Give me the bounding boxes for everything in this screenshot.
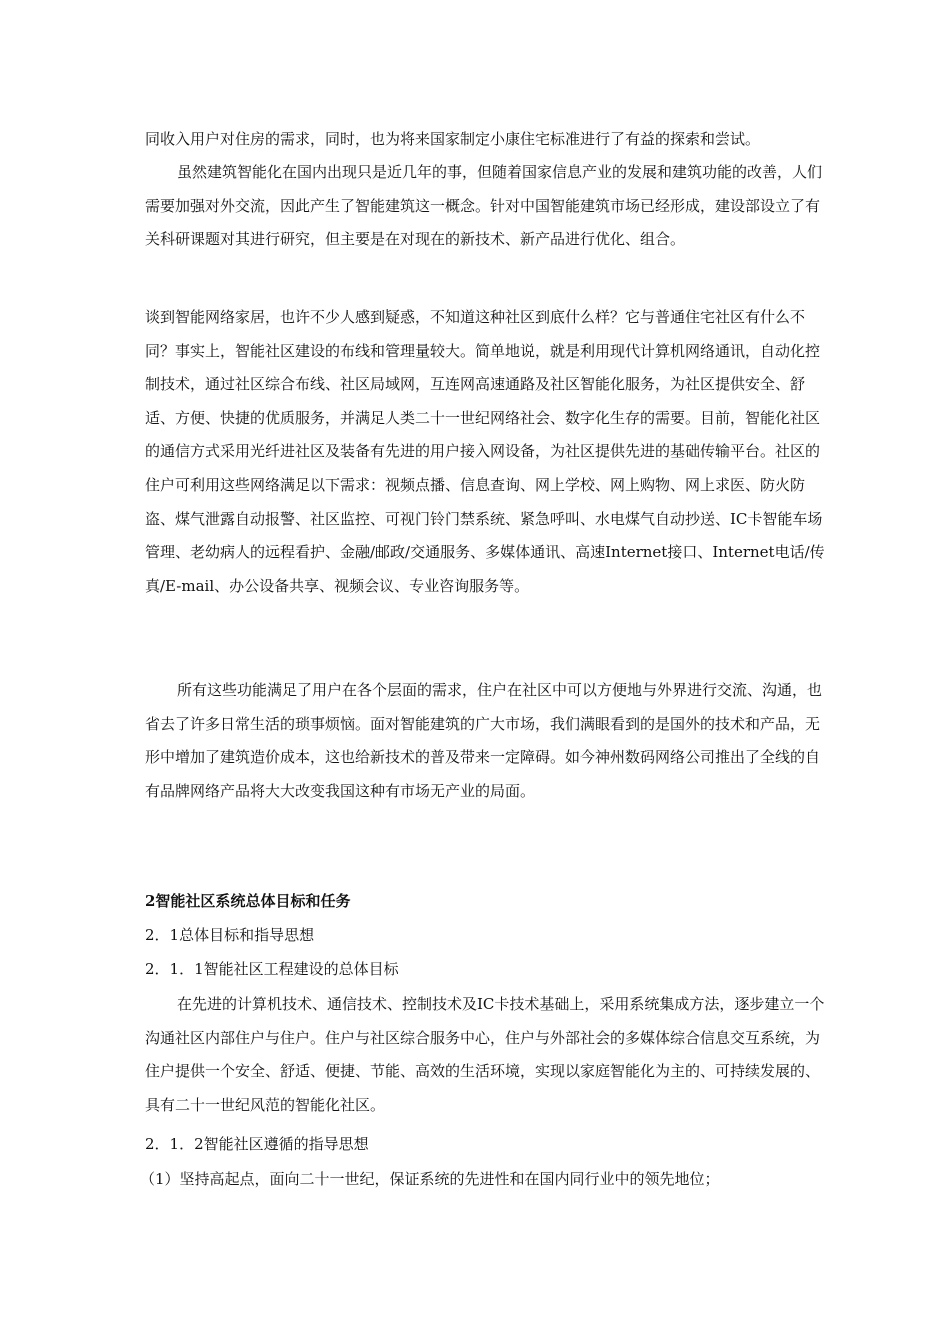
- paragraph-intelligent-building: 虽然建筑智能化在国内出现只是近几年的事，但随着国家信息产业的发展和建筑功能的改善，人们需要加强对外交流，因此产生了智能建筑这一概念。针对中国智能建筑市场已经形成，建设部设立了有关科研课题对其进行研究，但主要是在对现在的新技术、新产品进行优化、组合。: [145, 163, 823, 249]
- list-item-1: （1）坚持高起点，面向二十一世纪，保证系统的先进性和在国内同行业中的领先地位；: [140, 1170, 720, 1188]
- paragraph-functions: 所有这些功能满足了用户在各个层面的需求，住户在社区中可以方便地与外界进行交流、沟通，也省去了许多日常生活的琐事烦恼。面对智能建筑的广大市场，我们满眼看到的是国外的技术和产品，无形中增加了建筑造价成本，这也给新技术的普及带来一定障碍。如今神州数码网络公司推出了全线的自有品牌网络产品将大大改变我国这种有市场无产业的局面。: [145, 681, 823, 800]
- paragraph-intro-continued: 同收入用户对住房的需求，同时，也为将来国家制定小康住宅标准进行了有益的探索和尝试。: [145, 130, 761, 148]
- section-heading-2: 2智能社区系统总体目标和任务: [145, 892, 351, 910]
- subsection-heading-2-1-1: 2．1．1智能社区工程建设的总体目标: [145, 960, 399, 978]
- subsection-heading-2-1-2: 2．1．2智能社区遵循的指导思想: [145, 1135, 369, 1153]
- subsection-heading-2-1: 2．1总体目标和指导思想: [145, 926, 315, 944]
- paragraph-smart-home: 谈到智能网络家居，也许不少人感到疑惑，不知道这种社区到底什么样？它与普通住宅社区有什么不同？事实上，智能社区建设的布线和管理量较大。简单地说，就是利用现代计算机网络通讯，自动化控制技术，通过社区综合布线、社区局域网，互连网高速通路及社区智能化服务，为社区提供安全、舒适、方便、快捷的优质服务，并满足人类二十一世纪网络社会、数字化生存的需要。目前，智能化社区的通信方式采用光纤进社区及装备有先进的用户接入网设备，为社区提供先进的基础传输平台。社区的住户可利用这些网络满足以下需求：视频点播、信息查询、网上学校、网上购物、网上求医、防火防盗、煤气泄露自动报警、社区监控、可视门铃门禁系统、紧急呼叫、水电煤气自动抄送、IC卡智能车场管理、老幼病人的远程看护、金融/邮政/交通服务、多媒体通讯、高速Internet接口、Internet电话/传真/E-mail、办公设备共享、视频会议、专业咨询服务等。: [145, 308, 825, 595]
- paragraph-overall-goal: 在先进的计算机技术、通信技术、控制技术及IC卡技术基础上，采用系统集成方法，逐步建立一个沟通社区内部住户与住户。住户与社区综合服务中心，住户与外部社会的多媒体综合信息交互系统，为住户提供一个安全、舒适、便捷、节能、高效的生活环境，实现以家庭智能化为主的、可持续发展的、具有二十一世纪风范的智能化社区。: [145, 995, 825, 1114]
